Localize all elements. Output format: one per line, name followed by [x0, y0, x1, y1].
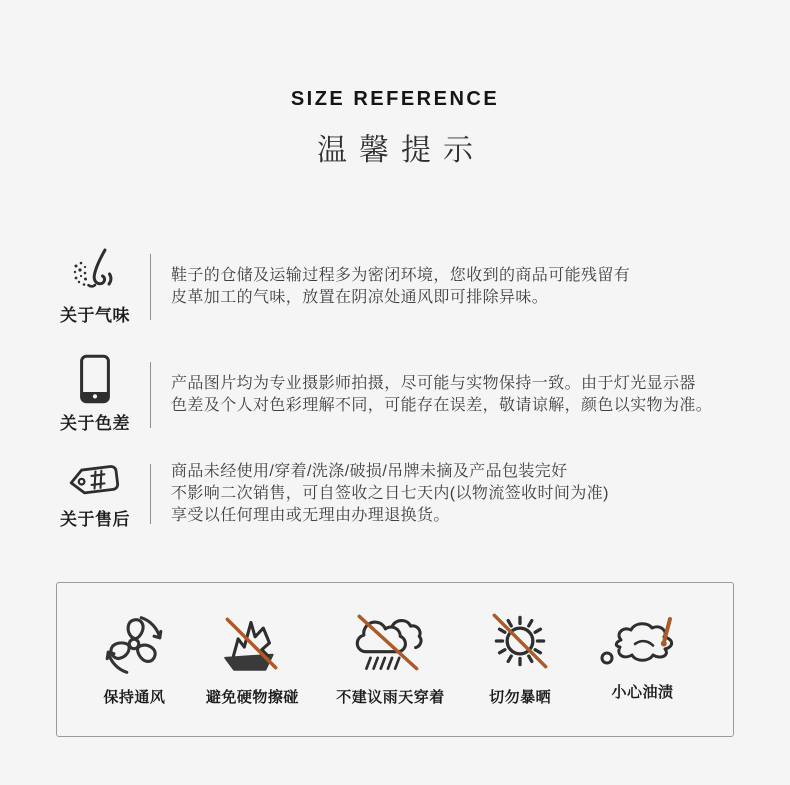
vertical-divider [150, 362, 151, 428]
no-rain-icon [349, 605, 431, 677]
tip-row-odor [40, 248, 750, 326]
care-label: 避免硬物擦碰 [205, 688, 299, 706]
tip-text-odor: 鞋子的仓储及运输过程多为密闭环境，您收到的商品可能残留有 皮革加工的气味，放置在阴凉处通风即可排除异味。 [171, 267, 631, 306]
warm-tips-heading: 温馨提示 [317, 134, 485, 167]
smartphone-icon [77, 356, 113, 404]
care-item-no-rain [336, 605, 445, 707]
care-label: 小心油渍 [611, 683, 674, 701]
care-label: 保持通风 [103, 688, 166, 706]
tip-text-color: 产品图片均为专业摄影师拍摄，尽可能与实物保持一致。由于灯光显示器 色差及个人对色彩理解不同，可能存在误差，敬请谅解，颜色以实物为准。 [171, 375, 713, 414]
tip-label-color: 关于色差 [60, 414, 130, 433]
tip-row-color [40, 356, 750, 434]
care-item-no-sun [482, 605, 558, 707]
price-tag-icon [65, 458, 125, 500]
oil-stain-icon [596, 610, 690, 672]
tip-row-aftersales [40, 458, 750, 530]
care-item-oil-stain [596, 610, 690, 702]
no-hard-object-icon [214, 605, 290, 677]
care-label: 不建议雨天穿着 [336, 688, 445, 706]
care-item-no-hard-objects [206, 605, 299, 707]
tip-label-odor: 关于气味 [60, 306, 130, 325]
no-sun-exposure-icon [482, 605, 558, 677]
tip-label-aftersales: 关于售后 [60, 510, 130, 529]
tip-text-aftersales: 商品未经使用/穿着/洗涤/破损/吊牌未摘及产品包装完好 不影响二次销售，可自签收之日七天内(以物流签收时间为准) 享受以任何理由或无理由办理退换货。 [171, 463, 609, 524]
vertical-divider [150, 464, 151, 524]
nose-odor-icon [69, 248, 121, 296]
vertical-divider [150, 254, 151, 320]
fan-ventilation-icon [100, 605, 168, 677]
care-label: 切勿暴晒 [489, 688, 552, 706]
care-instructions-box [56, 582, 734, 737]
size-reference-title: SIZE REFERENCE [290, 88, 500, 110]
tips-list [0, 248, 790, 530]
care-item-ventilation [100, 605, 168, 707]
